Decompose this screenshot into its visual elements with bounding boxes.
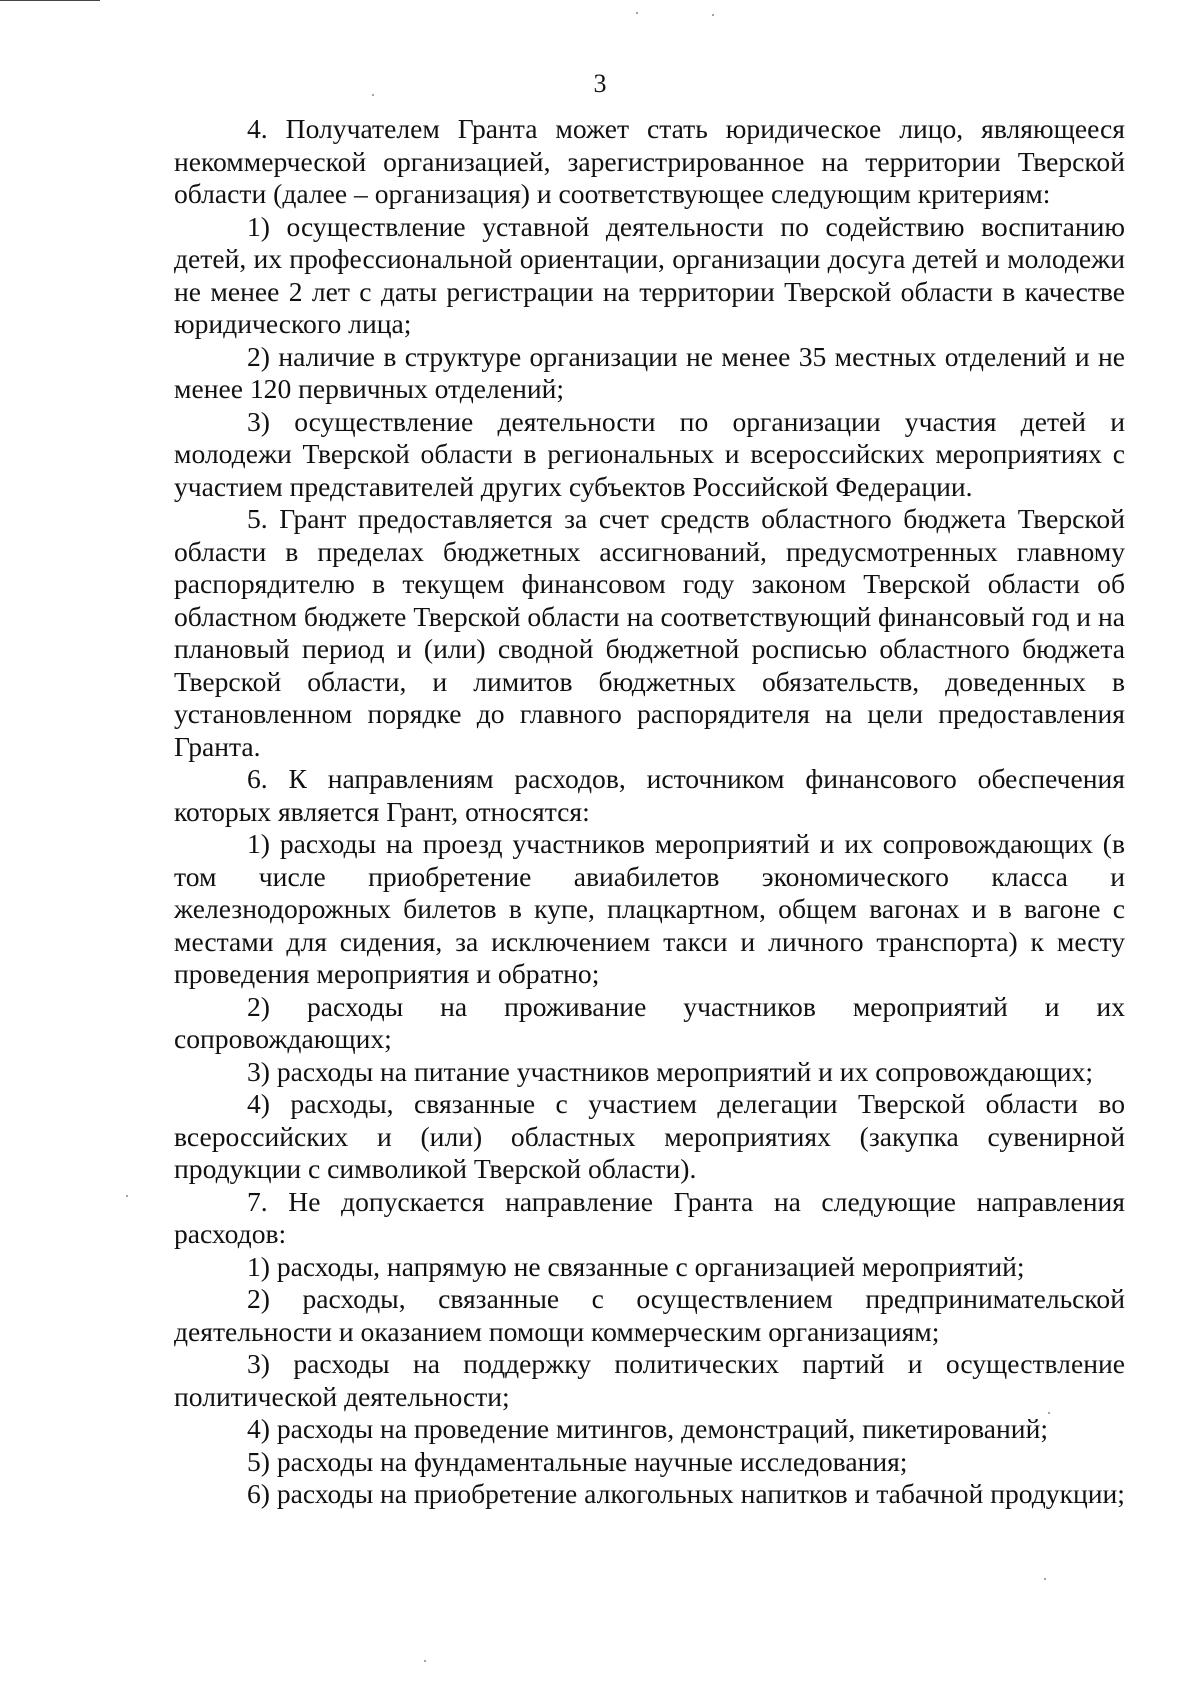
paragraph-6-item-4: 4) расходы, связанные с участием делегации Тверской области во всероссийских и (или) областных мероприятиях (закупка сувенирной продукции с символикой Тверской области). xyxy=(174,1088,1125,1184)
paragraph-4-item-2: 2) наличие в структуре организации не менее 35 местных отделений и не менее 120 первичных отделений; xyxy=(174,340,1125,404)
paragraph-7-item-6: 6) расходы на приобретение алкогольных напитков и табачной продукции; xyxy=(247,1478,1125,1509)
scan-edge-line xyxy=(0,0,100,1)
scan-speck xyxy=(424,1660,426,1662)
paragraph-7: 7. Не допускается направление Гранта на следующие направления расходов: xyxy=(174,1185,1125,1249)
paragraph-7-item-1: 1) расходы, напрямую не связанные с организацией мероприятий; xyxy=(247,1250,1025,1282)
paragraph-7-item-4: 4) расходы на проведение митингов, демонстраций, пикетирований; xyxy=(247,1413,1048,1444)
page-number: 3 xyxy=(593,69,607,98)
paragraph-5: 5. Грант предоставляется за счет средств областного бюджета Тверской области в пределах бюджетных ассигнований, предусмотренных главному распорядителю в текущем финансовом году законом Тверской области об областном бюджете Тверской области на соответствующий финансовый год и на плановый период и (или) сводной бюджетной росписью областного бюджета Тверской области, и лимитов бюджетных обязательств, доведенных в установленном порядке до главного распорядителя на цели предоставления Гранта. xyxy=(174,503,1125,762)
paragraph-4-item-3: 3) осуществление деятельности по организации участия детей и молодежи Тверской области в региональных и всероссийских мероприятиях с участием представителей других субъектов Российской Федерации. xyxy=(174,405,1125,502)
scan-speck xyxy=(712,14,714,16)
paragraph-7-item-3: 3) расходы на поддержку политических партий и осуществление политической деятельности; xyxy=(174,1348,1125,1412)
scan-speck xyxy=(1044,1578,1046,1580)
paragraph-4: 4. Получателем Гранта может стать юридическое лицо, являющееся некоммерческой организацией, зарегистрированное на территории Тверской области (далее – организация) и соответствующее следующим критериям: xyxy=(174,113,1125,209)
scan-speck xyxy=(126,1195,128,1197)
paragraph-7-item-2: 2) расходы, связанные с осуществлением предпринимательской деятельности и оказанием помощи коммерческим организациям; xyxy=(174,1283,1125,1347)
paragraph-6: 6. К направлениям расходов, источником финансового обеспечения которых является Грант, относятся: xyxy=(174,763,1125,827)
paragraph-6-item-1: 1) расходы на проезд участников мероприятий и их сопровождающих (в том числе приобретение авиабилетов экономического класса и железнодорожных билетов в купе, плацкартном, общем вагонах и в вагоне с местами для сидения, за исключением такси и личного транспорта) к месту проведения мероприятия и обратно; xyxy=(174,828,1125,989)
paragraph-6-item-3: 3) расходы на питание участников мероприятий и их сопровождающих; xyxy=(247,1055,1094,1087)
scan-speck xyxy=(636,12,638,14)
paragraph-7-item-5: 5) расходы на фундаментальные научные исследования; xyxy=(247,1445,908,1477)
paragraph-6-item-2: 2) расходы на проживание участников мероприятий и их сопровождающих; xyxy=(174,990,1125,1054)
paragraph-4-item-1: 1) осуществление уставной деятельности по содействию воспитанию детей, их профессиональной ориентации, организации досуга детей и молодежи не менее 2 лет с даты регистрации на территории Тверской области в качестве юридического лица; xyxy=(174,210,1125,339)
document-body xyxy=(174,113,1125,1511)
